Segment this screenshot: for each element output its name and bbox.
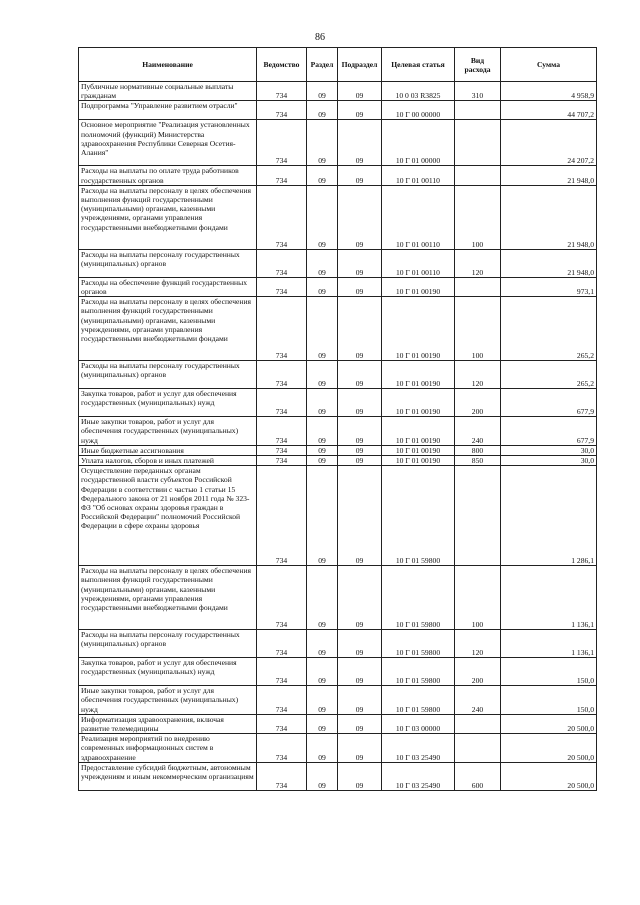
row-sum: 24 207,2 [501, 120, 597, 166]
row-sum: 150,0 [501, 686, 597, 715]
row-sum: 677,9 [501, 389, 597, 417]
row-exp-type [455, 466, 501, 566]
row-sum: 265,2 [501, 297, 597, 361]
row-name: Реализация мероприятий по внедрению современных информационных систем в здравоохранение [79, 734, 257, 763]
header-sum: Сумма [501, 48, 597, 82]
row-dept: 734 [257, 734, 307, 763]
row-article: 10 Г 01 00000 [382, 120, 455, 166]
row-dept: 734 [257, 466, 307, 566]
table-row [79, 456, 597, 466]
row-name: Расходы на выплаты персоналу в целях обеспечения выполнения функций государственными (муниципальными) органами, казенными учреждениями, органами управления государственными внебюджетными фондами [79, 185, 257, 249]
row-name: Расходы на выплаты персоналу в целях обеспечения выполнения функций государственными (муниципальными) органами, казенными учреждениями, органами управления государственными внебюджетными фондами [79, 566, 257, 630]
row-article: 10 Г 01 00110 [382, 166, 455, 185]
row-exp-type: 100 [455, 185, 501, 249]
row-dept: 734 [257, 714, 307, 733]
row-dept: 734 [257, 566, 307, 630]
table-body [79, 82, 597, 791]
table-row [79, 185, 597, 249]
row-article: 10 Г 03 00000 [382, 714, 455, 733]
row-dept: 734 [257, 417, 307, 446]
row-section: 09 [307, 361, 338, 389]
row-name: Подпрограмма "Управление развитием отрасли" [79, 101, 257, 120]
row-dept: 734 [257, 630, 307, 658]
row-name: Расходы на выплаты персоналу государственных (муниципальных) органов [79, 630, 257, 658]
row-sum: 1 136,1 [501, 630, 597, 658]
row-article: 10 Г 01 00190 [382, 389, 455, 417]
row-dept: 734 [257, 249, 307, 277]
row-name: Расходы на выплаты персоналу в целях обеспечения выполнения функций государственными (муниципальными) органами, казенными учреждениями, органами управления государственными внебюджетными фондами [79, 297, 257, 361]
row-section: 09 [307, 166, 338, 185]
table-row [79, 120, 597, 166]
row-dept: 734 [257, 120, 307, 166]
table-row [79, 734, 597, 763]
row-article: 10 Г 01 00190 [382, 445, 455, 455]
row-exp-type: 200 [455, 658, 501, 686]
row-article: 10 Г 01 59800 [382, 658, 455, 686]
row-section: 09 [307, 101, 338, 120]
row-article: 10 Г 03 25490 [382, 762, 455, 790]
table-row [79, 466, 597, 566]
header-section: Раздел [307, 48, 338, 82]
header-article: Целевая статья [382, 48, 455, 82]
row-section: 09 [307, 658, 338, 686]
row-subsection: 09 [338, 277, 382, 296]
row-section: 09 [307, 277, 338, 296]
row-section: 09 [307, 120, 338, 166]
row-subsection: 09 [338, 249, 382, 277]
row-exp-type [455, 277, 501, 296]
row-dept: 734 [257, 658, 307, 686]
row-subsection: 09 [338, 686, 382, 715]
row-section: 09 [307, 185, 338, 249]
table-row [79, 417, 597, 446]
page-number: 86 [315, 32, 325, 43]
table-row [79, 297, 597, 361]
row-sum: 1 286,1 [501, 466, 597, 566]
row-sum: 20 500,0 [501, 734, 597, 763]
row-dept: 734 [257, 445, 307, 455]
row-section: 09 [307, 456, 338, 466]
row-exp-type: 120 [455, 361, 501, 389]
header-dept: Ведомство [257, 48, 307, 82]
row-subsection: 09 [338, 658, 382, 686]
row-sum: 21 948,0 [501, 185, 597, 249]
row-section: 09 [307, 734, 338, 763]
table-row [79, 389, 597, 417]
row-exp-type: 100 [455, 297, 501, 361]
row-article: 10 Г 01 00190 [382, 456, 455, 466]
row-section: 09 [307, 417, 338, 446]
table-row [79, 658, 597, 686]
row-section: 09 [307, 249, 338, 277]
table-row [79, 714, 597, 733]
row-article: 10 Г 00 00000 [382, 101, 455, 120]
row-article: 10 Г 01 59800 [382, 466, 455, 566]
row-subsection: 09 [338, 389, 382, 417]
row-subsection: 09 [338, 120, 382, 166]
row-sum: 150,0 [501, 658, 597, 686]
row-dept: 734 [257, 686, 307, 715]
row-section: 09 [307, 466, 338, 566]
row-name: Публичные нормативные социальные выплаты гражданам [79, 82, 257, 101]
row-section: 09 [307, 82, 338, 101]
row-sum: 973,1 [501, 277, 597, 296]
header-row [79, 48, 597, 82]
row-exp-type: 240 [455, 417, 501, 446]
row-subsection: 09 [338, 445, 382, 455]
row-exp-type [455, 120, 501, 166]
row-dept: 734 [257, 82, 307, 101]
row-name: Расходы на выплаты персоналу государственных (муниципальных) органов [79, 249, 257, 277]
budget-table [78, 47, 597, 791]
row-section: 09 [307, 389, 338, 417]
row-name: Иные закупки товаров, работ и услуг для обеспечения государственных (муниципальных) нужд [79, 686, 257, 715]
table-row [79, 101, 597, 120]
row-section: 09 [307, 297, 338, 361]
table-row [79, 166, 597, 185]
row-name: Расходы на обеспечение функций государственных органов [79, 277, 257, 296]
row-article: 10 Г 01 00190 [382, 277, 455, 296]
row-sum: 20 500,0 [501, 714, 597, 733]
row-exp-type: 120 [455, 630, 501, 658]
row-subsection: 09 [338, 566, 382, 630]
table-row [79, 566, 597, 630]
row-exp-type: 310 [455, 82, 501, 101]
row-subsection: 09 [338, 361, 382, 389]
row-exp-type [455, 166, 501, 185]
row-name: Основное мероприятие "Реализация установленных полномочий (функций) Министерства здравоохранения Республики Северная Осетия-Алания" [79, 120, 257, 166]
row-section: 09 [307, 630, 338, 658]
row-dept: 734 [257, 297, 307, 361]
row-name: Осуществление переданных органам государственной власти субъектов Российской Федерации в соответствии с частью 1 статьи 15 Федерального закона от 21 ноября 2011 года № 323-ФЗ "Об основах охраны здоровья граждан в Российской Федерации" полномочий Российской Федерации в сфере охраны здоровья [79, 466, 257, 566]
row-subsection: 09 [338, 466, 382, 566]
row-sum: 265,2 [501, 361, 597, 389]
row-sum: 677,9 [501, 417, 597, 446]
row-exp-type: 800 [455, 445, 501, 455]
row-name: Закупка товаров, работ и услуг для обеспечения государственных (муниципальных) нужд [79, 389, 257, 417]
table-row [79, 445, 597, 455]
row-exp-type [455, 714, 501, 733]
row-sum: 21 948,0 [501, 166, 597, 185]
table-row [79, 277, 597, 296]
table-row [79, 249, 597, 277]
row-section: 09 [307, 566, 338, 630]
row-section: 09 [307, 714, 338, 733]
row-exp-type: 850 [455, 456, 501, 466]
row-subsection: 09 [338, 762, 382, 790]
row-subsection: 09 [338, 82, 382, 101]
row-name: Закупка товаров, работ и услуг для обеспечения государственных (муниципальных) нужд [79, 658, 257, 686]
row-article: 10 Г 01 00190 [382, 417, 455, 446]
table-row [79, 762, 597, 790]
row-name: Иные бюджетные ассигнования [79, 445, 257, 455]
row-exp-type: 600 [455, 762, 501, 790]
row-sum: 1 136,1 [501, 566, 597, 630]
row-dept: 734 [257, 361, 307, 389]
row-dept: 734 [257, 277, 307, 296]
header-exp-type: Вид расхода [455, 48, 501, 82]
table-row [79, 630, 597, 658]
row-name: Предоставление субсидий бюджетным, автономным учреждениям и иным некоммерческим организациям [79, 762, 257, 790]
row-section: 09 [307, 686, 338, 715]
row-exp-type: 100 [455, 566, 501, 630]
row-article: 10 Г 01 59800 [382, 686, 455, 715]
header-name: Наименование [79, 48, 257, 82]
row-subsection: 09 [338, 630, 382, 658]
row-dept: 734 [257, 762, 307, 790]
table-row [79, 82, 597, 101]
row-sum: 30,0 [501, 445, 597, 455]
row-name: Расходы на выплаты персоналу государственных (муниципальных) органов [79, 361, 257, 389]
row-subsection: 09 [338, 185, 382, 249]
header-subsection: Подраздел [338, 48, 382, 82]
row-section: 09 [307, 445, 338, 455]
row-subsection: 09 [338, 101, 382, 120]
row-dept: 734 [257, 166, 307, 185]
row-exp-type [455, 734, 501, 763]
row-article: 10 Г 03 25490 [382, 734, 455, 763]
row-article: 10 0 03 R3825 [382, 82, 455, 101]
row-name: Иные закупки товаров, работ и услуг для обеспечения государственных (муниципальных) нужд [79, 417, 257, 446]
row-article: 10 Г 01 59800 [382, 566, 455, 630]
row-subsection: 09 [338, 734, 382, 763]
row-dept: 734 [257, 456, 307, 466]
row-exp-type: 200 [455, 389, 501, 417]
row-sum: 20 500,0 [501, 762, 597, 790]
row-sum: 30,0 [501, 456, 597, 466]
row-article: 10 Г 01 00190 [382, 361, 455, 389]
row-name: Расходы на выплаты по оплате труда работников государственных органов [79, 166, 257, 185]
row-exp-type [455, 101, 501, 120]
row-sum: 21 948,0 [501, 249, 597, 277]
row-subsection: 09 [338, 166, 382, 185]
row-exp-type: 120 [455, 249, 501, 277]
row-section: 09 [307, 762, 338, 790]
row-exp-type: 240 [455, 686, 501, 715]
row-article: 10 Г 01 00110 [382, 249, 455, 277]
row-name: Информатизация здравоохранения, включая развитие телемедицины [79, 714, 257, 733]
row-subsection: 09 [338, 714, 382, 733]
row-article: 10 Г 01 00110 [382, 185, 455, 249]
row-name: Уплата налогов, сборов и иных платежей [79, 456, 257, 466]
row-dept: 734 [257, 389, 307, 417]
row-subsection: 09 [338, 456, 382, 466]
row-subsection: 09 [338, 417, 382, 446]
row-subsection: 09 [338, 297, 382, 361]
row-dept: 734 [257, 101, 307, 120]
row-sum: 44 707,2 [501, 101, 597, 120]
table-row [79, 361, 597, 389]
table-row [79, 686, 597, 715]
row-dept: 734 [257, 185, 307, 249]
row-article: 10 Г 01 00190 [382, 297, 455, 361]
row-article: 10 Г 01 59800 [382, 630, 455, 658]
row-sum: 4 958,9 [501, 82, 597, 101]
